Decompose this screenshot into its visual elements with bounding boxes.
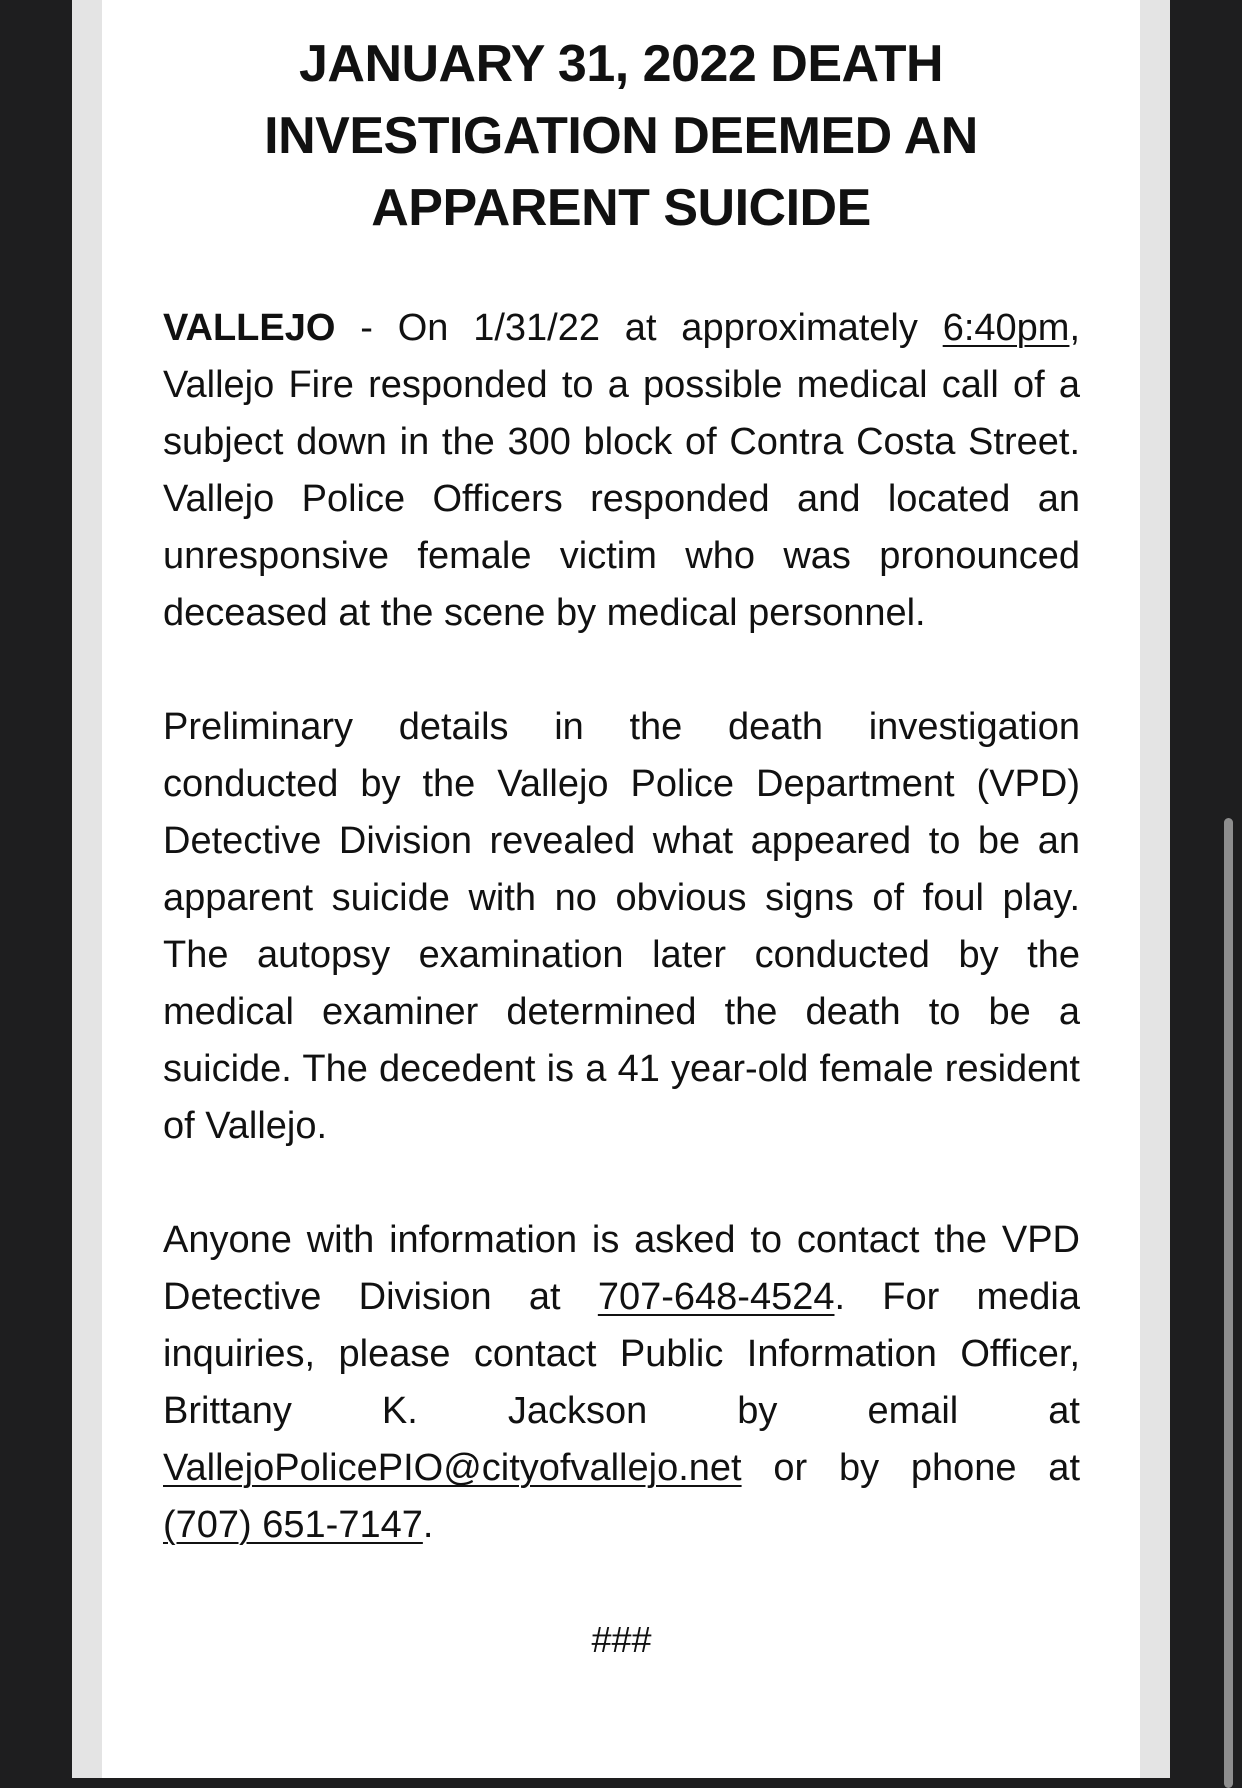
paragraph-incident: [163, 300, 1080, 642]
dateline: VALLEJO: [163, 307, 336, 349]
text: .: [422, 1504, 434, 1546]
phone-link-detectives[interactable]: 707-648-4524: [597, 1276, 835, 1318]
end-mark: ###: [591, 1619, 652, 1660]
right-margin: [1140, 0, 1170, 1778]
email-link[interactable]: VallejoPolicePIO@cityofvallejo.net: [163, 1447, 742, 1489]
title-line: APPARENT SUICIDE: [371, 179, 871, 237]
text: - On 1/31/22 at approximately: [335, 307, 943, 349]
phone-link-pio[interactable]: (707) 651-7147: [163, 1504, 423, 1546]
time-link[interactable]: 6:40pm: [942, 307, 1070, 349]
text: . For media inquiries, please contact Public Information Officer, Brittany K. Jackson by email at: [163, 1276, 1080, 1432]
document-body: [163, 300, 1080, 1725]
text: Anyone with information is asked to contact the VPD Detective Division at: [163, 1219, 1080, 1318]
title-line: JANUARY 31, 2022 DEATH: [298, 35, 944, 93]
paragraph-investigation: Preliminary details in the death investigation conducted by the Vallejo Police Department (VPD) Detective Division revealed what appeared to be an apparent suicide with no obvious signs of foul play. The autopsy examination later conducted by the medical examiner determined the death to be a suicide. The decedent is a 41 year-old female resident of Vallejo.: [163, 706, 1080, 1147]
document-page: [102, 0, 1140, 1778]
text: , Vallejo Fire responded to a possible medical call of a subject down in the 300 block of Contra Costa Street. Vallejo Police Officers responded and located an unresponsive female victim who was pronounced deceased at the scene by medical personnel.: [163, 307, 1080, 634]
left-margin: [72, 0, 102, 1778]
text: or by phone at: [741, 1447, 1080, 1489]
title-line: INVESTIGATION DEEMED AN: [264, 107, 978, 165]
paragraph-contact: [163, 1212, 1080, 1554]
page-title: [102, 28, 1140, 244]
scrollbar[interactable]: [1224, 818, 1233, 1788]
